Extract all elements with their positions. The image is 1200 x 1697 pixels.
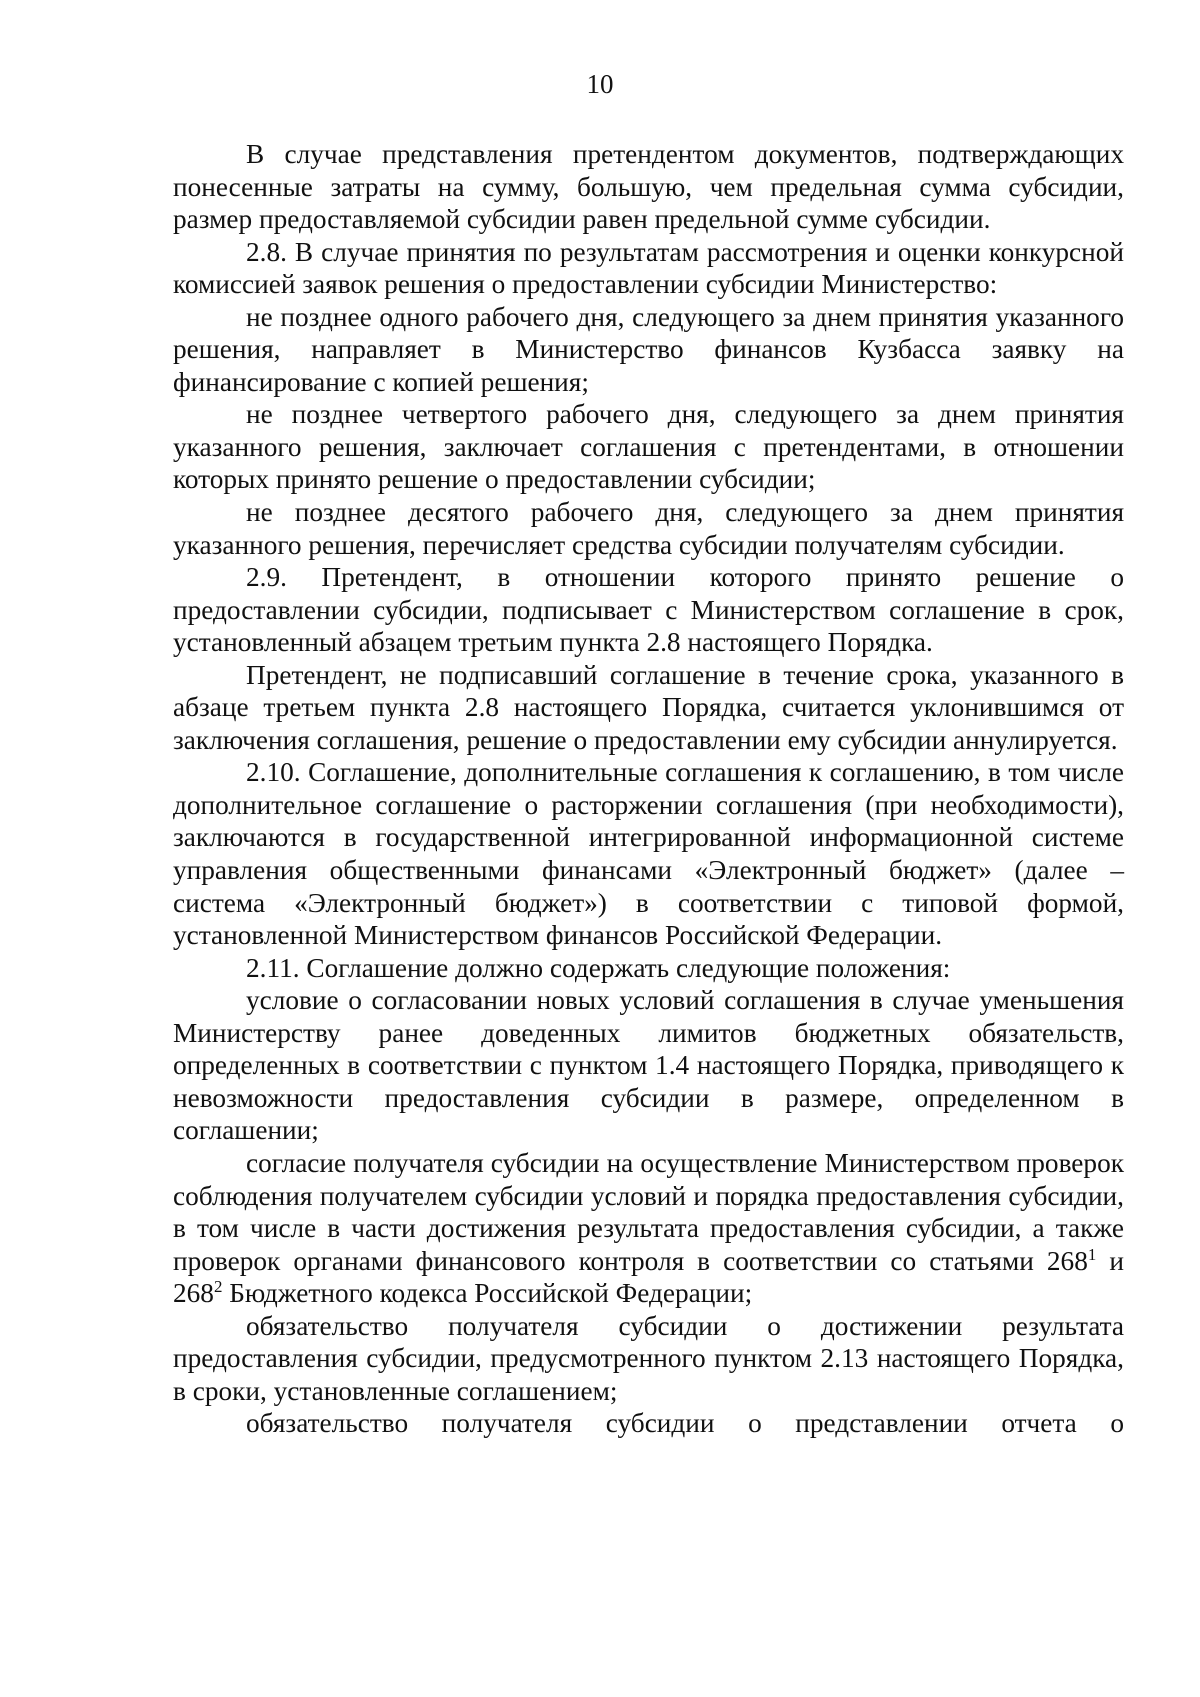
paragraph-2-11-report-obligation: обязательство получателя субсидии о представлении отчета о	[246, 1408, 1124, 1439]
paragraph-2-8-tenth-day: не позднее десятого рабочего дня, следующего за днем принятия указанного решения, перечисляет средства субсидии получателям субсидии.	[173, 497, 1124, 560]
consent-text-start: согласие получателя субсидии на осуществление Министерством проверок соблюдения получателем субсидии условий и порядка предоставления субсидии, в том числе в части достижения результата предоставления субсидии, а также проверок органами финансового контроля в соответствии со статьями 268	[173, 1147, 1124, 1276]
document-body	[173, 138, 1124, 1440]
consent-text-end: Бюджетного кодекса Российской Федерации;	[222, 1278, 753, 1309]
superscript-1: 1	[1087, 1244, 1097, 1264]
paragraph-2-11: 2.11. Соглашение должно содержать следующие положения:	[246, 952, 951, 983]
paragraph-2-8-first-day: не позднее одного рабочего дня, следующего за днем принятия указанного решения, направляет в Министерство финансов Кузбасса заявку на финансирование с копией решения;	[173, 301, 1124, 397]
paragraph-limit-amount: В случае представления претендентом документов, подтверждающих понесенные затраты на сумму, большую, чем предельная сумма субсидии, размер предоставляемой субсидии равен предельной сумме субсидии.	[173, 139, 1124, 235]
paragraph-2-11-result-obligation: обязательство получателя субсидии о достижении результата предоставления субсидии, предусмотренного пунктом 2.13 настоящего Порядка, в сроки, установленные соглашением;	[173, 1310, 1124, 1406]
paragraph-2-9-annulment: Претендент, не подписавший соглашение в течение срока, указанного в абзаце третьем пункта 2.8 настоящего Порядка, считается уклонившимся от заключения соглашения, решение о предоставлении ему субсидии аннулируется.	[173, 659, 1124, 755]
consent-text-middle: и 268	[173, 1245, 1124, 1309]
paragraph-2-11-consent	[173, 1147, 1124, 1310]
paragraph-2-11-condition: условие о согласовании новых условий соглашения в случае уменьшения Министерству ранее доведенных лимитов бюджетных обязательств, определенных в соответствии с пунктом 1.4 настоящего Порядка, приводящего к невозможности предоставления субсидии в размере, определенном в соглашении;	[173, 985, 1124, 1146]
paragraph-2-10: 2.10. Соглашение, дополнительные соглашения к соглашению, в том числе дополнительное соглашение о расторжении соглашения (при необходимости), заключаются в государственной интегрированной информационной системе управления общественными финансами «Электронный бюджет» (далее – система «Электронный бюджет») в соответствии с типовой формой, установленной Министерством финансов Российской Федерации.	[173, 757, 1124, 951]
page-number: 10	[586, 69, 614, 99]
paragraph-2-8: 2.8. В случае принятия по результатам рассмотрения и оценки конкурсной комиссией заявок решения о предоставлении субсидии Министерство:	[173, 236, 1124, 300]
paragraph-2-8-fourth-day: не позднее четвертого рабочего дня, следующего за днем принятия указанного решения, заключает соглашения с претендентами, в отношении которых принято решение о предоставлении субсидии;	[173, 399, 1124, 495]
superscript-2: 2	[213, 1277, 223, 1296]
paragraph-2-9: 2.9. Претендент, в отношении которого принято решение о предоставлении субсидии, подписывает с Министерством соглашение в срок, установленный абзацем третьим пункта 2.8 настоящего Порядка.	[173, 562, 1124, 658]
